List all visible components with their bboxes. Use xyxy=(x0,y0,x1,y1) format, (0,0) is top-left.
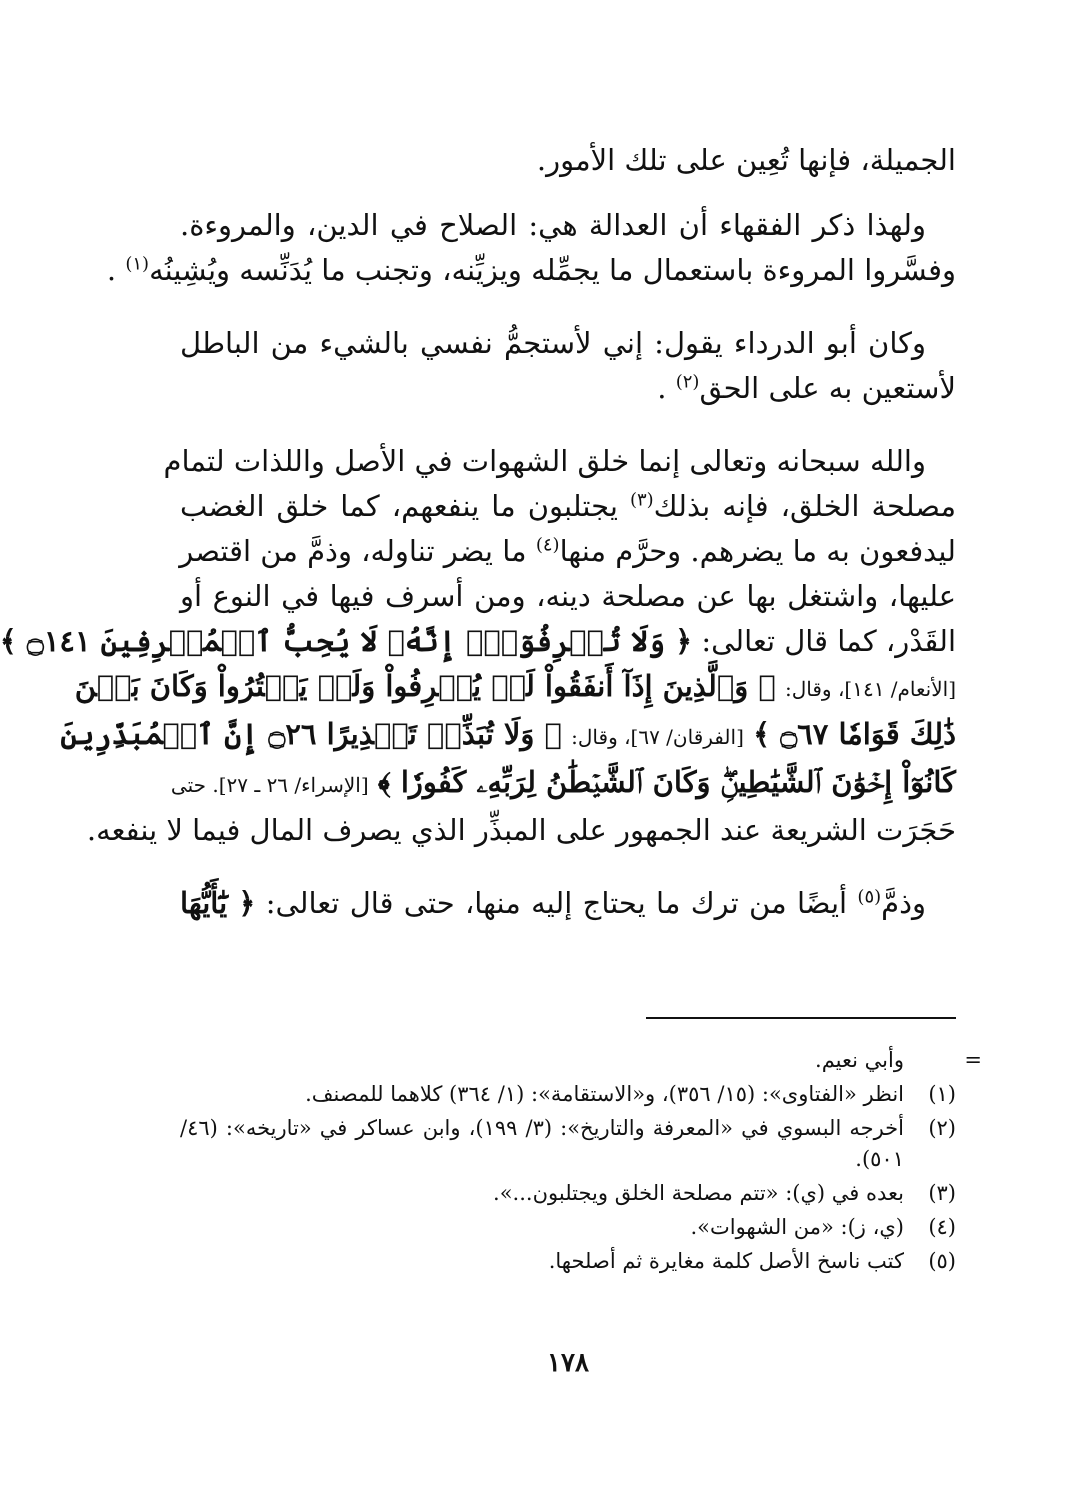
paragraph-2 xyxy=(106,203,956,293)
footnote-marker[interactable]: (٥) xyxy=(857,886,882,908)
paragraph-1 xyxy=(180,138,956,183)
quran-verse: ﴿ وَلَا تُسۡرِفُوٓاْۚ إِنَّهُۥ لَا يُحِبُّ ٱلۡمُسۡرِفِينَ ۝١٤١ ﴾ xyxy=(0,624,693,658)
footnote-continuation xyxy=(180,1045,982,1076)
text-line xyxy=(180,881,956,926)
footnote-1 xyxy=(180,1079,956,1110)
footnote-number: (٥) xyxy=(928,1249,956,1273)
text-line: الجميلة، فإنها تُعِين على تلك الأمور. xyxy=(536,143,956,177)
text-fragment: مصلحة الخلق، فإنه بذلك xyxy=(653,489,956,523)
footnote-5 xyxy=(180,1246,956,1277)
footnote-marker[interactable]: (٢) xyxy=(675,371,700,393)
text-line: حَجَرَت الشريعة عند الجمهور على المبذِّر الذي يصرف المال فيما لا ينفعه. xyxy=(86,813,956,847)
paragraph-5 xyxy=(180,881,956,926)
text-fragment: وذمَّ xyxy=(881,886,927,920)
footnote-text: وأبي نعيم. xyxy=(815,1048,904,1072)
footnote-number: (٢) xyxy=(928,1116,956,1140)
text-fragment: أيضًا من ترك ما يحتاج إليه منها، حتى قال تعالى: xyxy=(265,886,848,920)
text-line xyxy=(170,760,956,808)
text-fragment: ما يضر تناوله، وذمَّ من اقتصر xyxy=(179,534,527,568)
footnote-number: (٤) xyxy=(928,1215,956,1239)
paragraph-4 xyxy=(0,439,956,853)
main-text xyxy=(0,138,956,954)
text-fragment: ليدفعون به ما يضرهم. وحرَّم منها xyxy=(559,534,956,568)
text-line: ولهذا ذكر الفقهاء أن العدالة هي: الصلاح في الدين، والمروءة. xyxy=(180,208,926,242)
footnote-text: بعده في (ي): «تتم مصلحة الخلق ويجتلبون...». xyxy=(493,1181,904,1205)
continuation-mark: = xyxy=(964,1048,982,1072)
verse-reference: [الفرقان/ ٦٧]، وقال: xyxy=(571,725,744,749)
text-line: وفسَّروا المروءة باستعمال ما يجمِّله ويزيِّنه، وتجنب ما يُدَنِّسه ويُشِينُه$^{(١)}$ . xyxy=(106,253,956,287)
text-line xyxy=(60,712,956,760)
footnote-marker[interactable]: (٤) xyxy=(535,534,560,556)
text-line: عليها، واشتغل بها عن مصلحة دينه، ومن أسرف فيها في النوع أو xyxy=(180,579,956,613)
verse-reference: [الإسراء/ ٢٦ ـ ٢٧]. حتى xyxy=(170,773,369,797)
text-line xyxy=(180,529,956,574)
quran-verse: ﴿ وَٱلَّذِينَ إِذَآ أَنفَقُواْ لَمۡ يُسۡرِفُواْ وَلَمۡ يَقۡتُرُواْ وَكَانَ بَيۡنَ xyxy=(74,669,776,703)
footnote-2 xyxy=(180,1113,956,1175)
quran-verse: ﴿ يَٰٓأَيُّهَا xyxy=(180,886,256,920)
quran-verse: كَانُوٓاْ إِخۡوَٰنَ ٱلشَّيَٰطِينِۖ وَكَانَ ٱلشَّيۡطَٰنُ لِرَبِّهِۦ كَفُورٗا ﴾ xyxy=(377,765,956,799)
text-fragment: القَدْر، كما قال تعالى: xyxy=(701,624,956,658)
text-line xyxy=(180,484,956,529)
text-fragment: لأستعين به على الحق xyxy=(699,371,956,405)
footnote-marker[interactable]: (٣) xyxy=(629,489,654,511)
text-line: لأستعين به على الحق$^{(٢)}$ . xyxy=(657,371,956,405)
paragraph-3 xyxy=(180,321,956,411)
footnote-number: (١) xyxy=(928,1082,956,1106)
quran-verse: ذَٰلِكَ قَوَامٗا ۝٦٧ ﴾ xyxy=(753,717,956,751)
footnote-text: انظر «الفتاوى»: (١٥/ ٣٥٦)، و«الاستقامة»: (١/ ٣٦٤) كلاهما للمصنف. xyxy=(305,1082,904,1106)
quran-verse: ﴿ وَلَا تُبَذِّرۡ تَبۡذِيرًا ۝٢٦ إِنَّ ٱلۡمُبَذِّرِينَ xyxy=(60,717,562,751)
footnote-separator xyxy=(646,1017,956,1019)
text-line: وكان أبو الدرداء يقول: إني لأستجمُّ نفسي بالشيء من الباطل xyxy=(180,326,926,360)
text-line xyxy=(74,664,956,712)
footnote-4 xyxy=(180,1212,956,1243)
footnote-marker[interactable]: (١) xyxy=(125,253,150,275)
footnote-3 xyxy=(180,1178,956,1209)
text-fragment: يجتلبون ما ينفعهم، كما خلق الغضب xyxy=(180,489,618,523)
page-number: ١٧٨ xyxy=(547,1348,589,1378)
footnotes xyxy=(180,1045,982,1280)
text-line: والله سبحانه وتعالى إنما خلق الشهوات في الأصل واللذات لتمام xyxy=(163,444,926,478)
footnote-text: (ي، ز): «من الشهوات». xyxy=(690,1215,904,1239)
text-fragment: وفسَّروا المروءة باستعمال ما يجمِّله ويزيِّنه، وتجنب ما يُدَنِّسه ويُشِينُه xyxy=(149,253,956,287)
footnote-text: كتب ناسخ الأصل كلمة مغايرة ثم أصلحها. xyxy=(548,1249,904,1273)
footnote-text: أخرجه البسوي في «المعرفة والتاريخ»: (٣/ ١٩٩)، وابن عساكر في «تاريخه»: (٤٦/ ٥٠١). xyxy=(180,1116,904,1171)
footnote-number: (٣) xyxy=(928,1181,956,1205)
text-line xyxy=(0,619,956,664)
verse-reference: [الأنعام/ ١٤١]، وقال: xyxy=(785,677,956,701)
